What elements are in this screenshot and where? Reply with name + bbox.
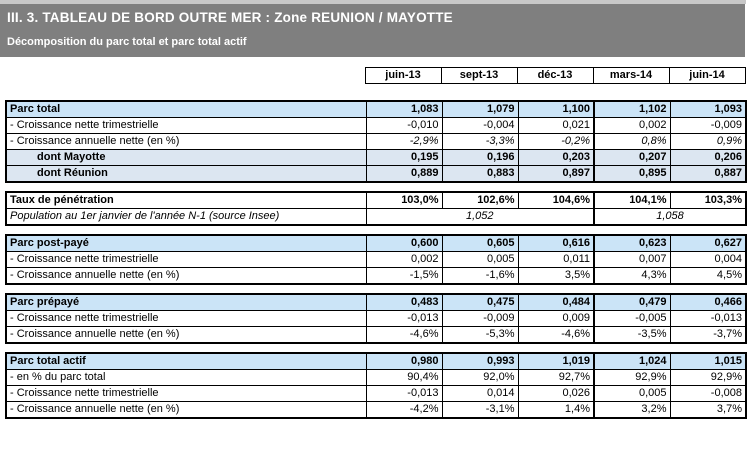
- cell-value: 104,6%: [518, 192, 594, 209]
- cell-value: -1,5%: [366, 268, 442, 285]
- column-header-4: juin-14: [669, 68, 745, 84]
- cell-value: 0,993: [442, 353, 518, 370]
- cell-value: 3,7%: [670, 402, 746, 419]
- cell-value: 1,015: [670, 353, 746, 370]
- row-label: Population au 1er janvier de l'année N-1 (source Insee): [6, 209, 366, 226]
- section-parc-prepaye: [5, 293, 747, 344]
- cell-value: 0,8%: [594, 134, 670, 150]
- cell-value: 92,9%: [594, 370, 670, 386]
- table-row: [6, 134, 746, 150]
- cell-value: 1,058: [594, 209, 746, 226]
- cell-value: -4,2%: [366, 402, 442, 419]
- cell-value: 1,052: [366, 209, 594, 226]
- cell-value: 0,007: [594, 252, 670, 268]
- cell-value: 0,026: [518, 386, 594, 402]
- cell-value: -4,6%: [366, 327, 442, 344]
- row-label: Parc total: [6, 101, 366, 118]
- cell-value: -0,009: [442, 311, 518, 327]
- cell-value: -3,3%: [442, 134, 518, 150]
- cell-value: 0,203: [518, 150, 594, 166]
- cell-value: -0,013: [366, 386, 442, 402]
- section-parc-post-paye: [5, 234, 747, 285]
- cell-value: 0,005: [442, 252, 518, 268]
- table-row: [6, 311, 746, 327]
- table-row: [6, 327, 746, 344]
- cell-value: 0,483: [366, 294, 442, 311]
- cell-value: 0,002: [366, 252, 442, 268]
- row-label: - Croissance nette trimestrielle: [6, 252, 366, 268]
- cell-value: 0,889: [366, 166, 442, 183]
- corner-spacer: [5, 68, 365, 84]
- column-header-2: déc-13: [517, 68, 593, 84]
- cell-value: 0,616: [518, 235, 594, 252]
- table-row: [6, 294, 746, 311]
- cell-value: 1,093: [670, 101, 746, 118]
- cell-value: 0,011: [518, 252, 594, 268]
- cell-value: 1,083: [366, 101, 442, 118]
- section-parc-total-actif: [5, 352, 747, 419]
- page-title: III. 3. TABLEAU DE BORD OUTRE MER : Zone REUNION / MAYOTTE: [7, 10, 453, 25]
- table-row: [6, 118, 746, 134]
- row-label: - Croissance annuelle nette (en %): [6, 268, 366, 285]
- cell-value: -2,9%: [366, 134, 442, 150]
- cell-value: 103,0%: [366, 192, 442, 209]
- cell-value: 0,895: [594, 166, 670, 183]
- cell-value: -1,6%: [442, 268, 518, 285]
- cell-value: 1,024: [594, 353, 670, 370]
- table-row: [6, 101, 746, 118]
- title-band: [0, 4, 745, 57]
- row-label: - Croissance annuelle nette (en %): [6, 327, 366, 344]
- cell-value: 0,206: [670, 150, 746, 166]
- column-header-1: sept-13: [441, 68, 517, 84]
- row-label: - Croissance annuelle nette (en %): [6, 134, 366, 150]
- cell-value: 3,2%: [594, 402, 670, 419]
- cell-value: -5,3%: [442, 327, 518, 344]
- cell-value: 0,484: [518, 294, 594, 311]
- column-header-3: mars-14: [593, 68, 669, 84]
- cell-value: 0,004: [670, 252, 746, 268]
- table-row: [6, 150, 746, 166]
- table-row: [6, 402, 746, 419]
- cell-value: 92,7%: [518, 370, 594, 386]
- cell-value: -0,004: [442, 118, 518, 134]
- page-subtitle: Décomposition du parc total et parc total actif: [7, 36, 247, 48]
- cell-value: 90,4%: [366, 370, 442, 386]
- title-bar: [0, 0, 750, 57]
- cell-value: -0,010: [366, 118, 442, 134]
- row-label: dont Réunion: [6, 166, 366, 183]
- table-row: [6, 370, 746, 386]
- row-label: - Croissance nette trimestrielle: [6, 118, 366, 134]
- row-label: Parc post-payé: [6, 235, 366, 252]
- table-row: [6, 353, 746, 370]
- cell-value: -4,6%: [518, 327, 594, 344]
- row-label: - Croissance nette trimestrielle: [6, 311, 366, 327]
- table-row: [6, 268, 746, 285]
- cell-value: 1,019: [518, 353, 594, 370]
- cell-value: 0,623: [594, 235, 670, 252]
- cell-value: 0,479: [594, 294, 670, 311]
- cell-value: -0,013: [670, 311, 746, 327]
- cell-value: 102,6%: [442, 192, 518, 209]
- cell-value: 0,887: [670, 166, 746, 183]
- row-label: Parc prépayé: [6, 294, 366, 311]
- cell-value: 104,1%: [594, 192, 670, 209]
- cell-value: 0,897: [518, 166, 594, 183]
- row-label: - en % du parc total: [6, 370, 366, 386]
- cell-value: -0,005: [594, 311, 670, 327]
- cell-value: 0,600: [366, 235, 442, 252]
- cell-value: 1,079: [442, 101, 518, 118]
- cell-value: 0,005: [594, 386, 670, 402]
- dashboard-table: [5, 67, 750, 419]
- cell-value: 0,009: [518, 311, 594, 327]
- cell-value: 92,0%: [442, 370, 518, 386]
- row-label: - Croissance annuelle nette (en %): [6, 402, 366, 419]
- cell-value: 1,4%: [518, 402, 594, 419]
- cell-value: -3,5%: [594, 327, 670, 344]
- cell-value: 0,207: [594, 150, 670, 166]
- cell-value: 0,980: [366, 353, 442, 370]
- table-row: [5, 68, 745, 84]
- section-taux-penetration: [5, 191, 747, 226]
- cell-value: 0,9%: [670, 134, 746, 150]
- cell-value: -3,7%: [670, 327, 746, 344]
- table-row: [6, 235, 746, 252]
- table-row: [6, 209, 746, 226]
- cell-value: 0,196: [442, 150, 518, 166]
- cell-value: 0,605: [442, 235, 518, 252]
- section-parc-total: [5, 100, 747, 183]
- cell-value: -0,013: [366, 311, 442, 327]
- cell-value: 92,9%: [670, 370, 746, 386]
- cell-value: 0,627: [670, 235, 746, 252]
- row-label: - Croissance nette trimestrielle: [6, 386, 366, 402]
- table-row: [6, 166, 746, 183]
- column-header-0: juin-13: [365, 68, 441, 84]
- table-row: [6, 386, 746, 402]
- cell-value: 0,475: [442, 294, 518, 311]
- cell-value: 0,014: [442, 386, 518, 402]
- cell-value: 0,883: [442, 166, 518, 183]
- column-header-row: [5, 67, 746, 84]
- cell-value: 0,002: [594, 118, 670, 134]
- cell-value: 3,5%: [518, 268, 594, 285]
- row-label: Taux de pénétration: [6, 192, 366, 209]
- cell-value: -3,1%: [442, 402, 518, 419]
- cell-value: 4,5%: [670, 268, 746, 285]
- row-label: Parc total actif: [6, 353, 366, 370]
- cell-value: 1,102: [594, 101, 670, 118]
- cell-value: 0,466: [670, 294, 746, 311]
- cell-value: 0,195: [366, 150, 442, 166]
- table-row: [6, 192, 746, 209]
- cell-value: 103,3%: [670, 192, 746, 209]
- cell-value: 0,021: [518, 118, 594, 134]
- cell-value: -0,008: [670, 386, 746, 402]
- table-row: [6, 252, 746, 268]
- cell-value: 1,100: [518, 101, 594, 118]
- cell-value: 4,3%: [594, 268, 670, 285]
- row-label: dont Mayotte: [6, 150, 366, 166]
- cell-value: -0,009: [670, 118, 746, 134]
- cell-value: -0,2%: [518, 134, 594, 150]
